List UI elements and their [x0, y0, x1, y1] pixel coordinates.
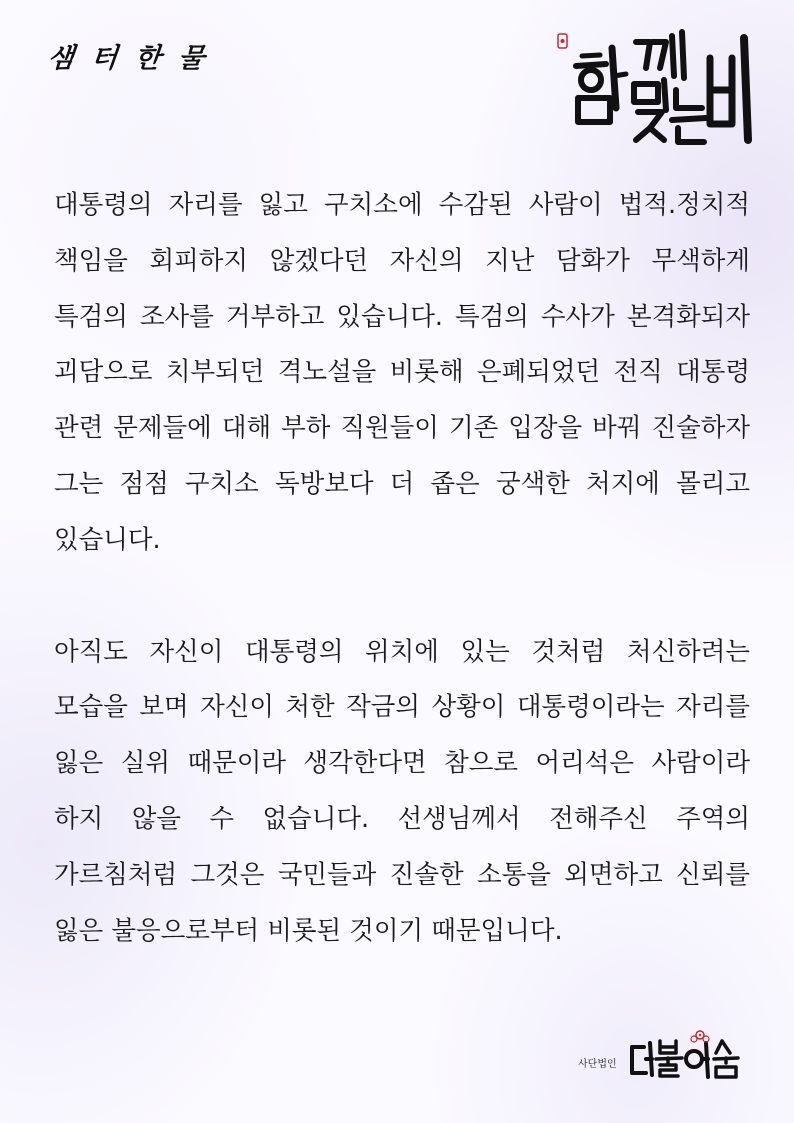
red-flower-seal-icon	[691, 1031, 709, 1042]
paragraph-1: 대통령의 자리를 잃고 구치소에 수감된 사람이 법적.정치적 책임을 회피하지 않겠다던 자신의 지난 담화가 무색하게 특검의 조사를 거부하고 있습니다. 특검의 수사가 본격화되자 괴담으로 치부되던 격노설을 비롯해 은폐되었던 전직 대통령 관련 문제들에 대해 부하 직원들이 기존 입장을 바꿔 진술하자 그는 점점 구치소 독방보다 더 좁은 궁색한 처지에 몰리고 있습니다.	[54, 190, 750, 555]
paragraph-2: 아직도 자신이 대통령의 위치에 있는 것처럼 처신하려는 모습을 보며 자신이 처한 작금의 상황이 대통령이라는 자리를 잃은 실위 때문이라 생각한다면 참으로 어리석은 사람이라 하지 않을 수 없습니다. 선생님께서 전해주신 주역의 가르침처럼 그것은 국민들과 진솔한 소통을 외면하고 신뢰를 잃은 불응으로부터 비롯된 것이기 때문입니다.	[54, 636, 750, 946]
org-prefix-text: 사단법인	[578, 1059, 617, 1070]
calligraphy-logo	[554, 28, 754, 146]
org-signature-logo	[576, 1027, 746, 1083]
corner-title: 샘 터 한 물	[46, 43, 210, 74]
letter-body	[54, 178, 750, 959]
